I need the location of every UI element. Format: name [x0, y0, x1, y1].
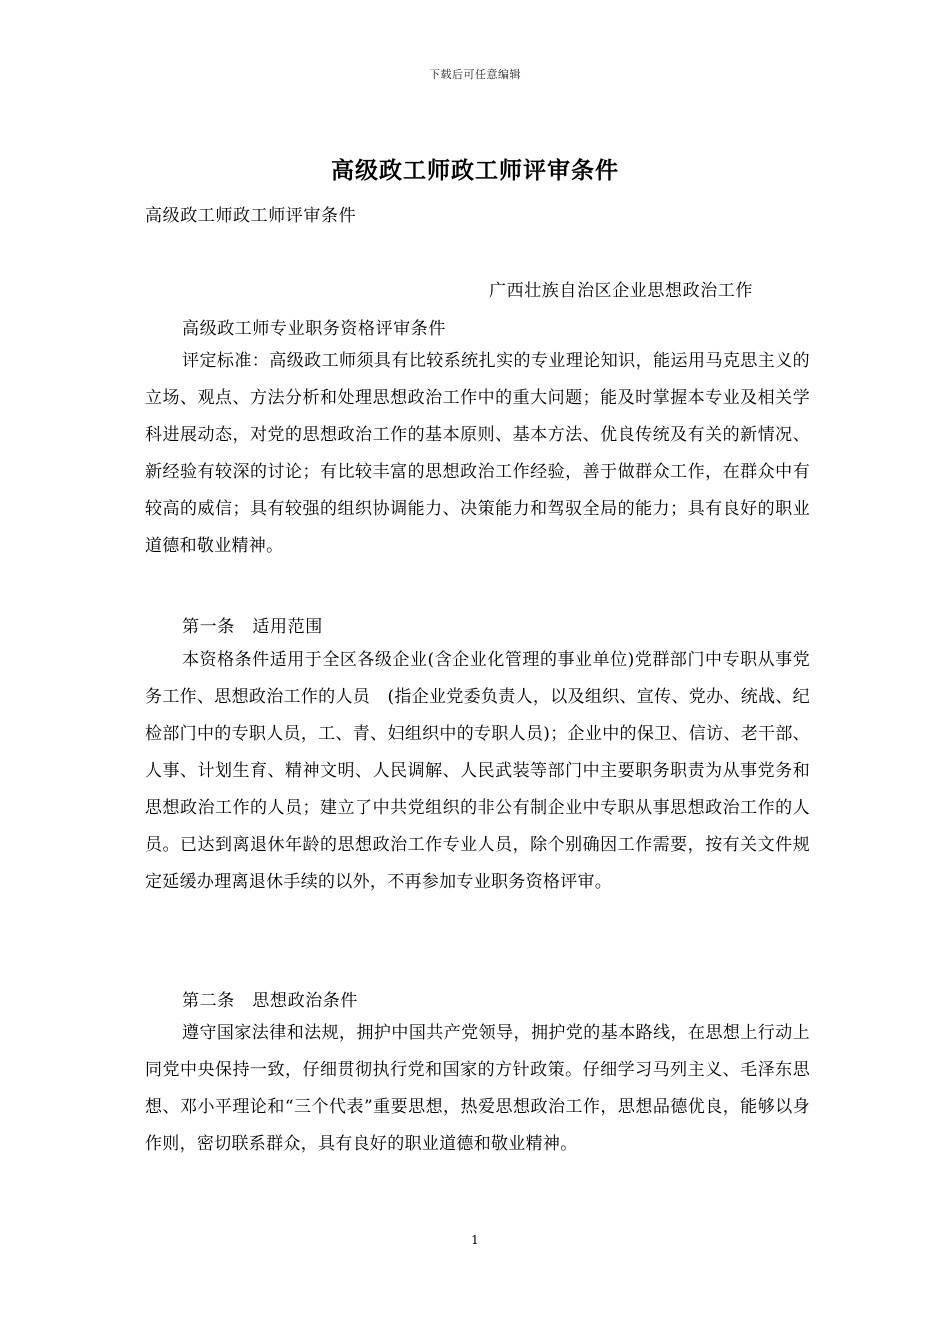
page-number: 1 [471, 1233, 479, 1247]
header-note: 下载后可任意编辑 [429, 68, 521, 81]
document-title: 高级政工师政工师评审条件 [331, 157, 619, 184]
article-2-body [145, 1015, 810, 1163]
evaluation-standard-text: 评定标准：高级政工师须具有比较系统扎实的专业理论知识，能运用马克思主义的立场、观点、方法分析和处理思想政治工作中的重大问题；能及时掌握本专业及相关学科进展动态，对党的思想政治工作的基本原则、基本方法、优良传统及有关的新情况、新经验有较深的讨论；有比较丰富的思想政治工作经验，善于做群众工作，在群众中有较高的威信；具有较强的组织协调能力、决策能力和驾驭全局的能力；具有良好的职业道德和敬业精神。 [145, 351, 810, 556]
article-2-heading: 第二条 思想政治条件 [182, 991, 358, 1011]
article-2-text: 遵守国家法律和法规，拥护中国共产党领导，拥护党的基本路线，在思想上行动上同党中央保持一致，仔细贯彻执行党和国家的方针政策。仔细学习马列主义、毛泽东思想、邓小平理论和“三个代表”重要思想，热爱思想政治工作，思想品德优良，能够以身作则，密切联系群众，具有良好的职业道德和敬业精神。 [145, 1023, 810, 1154]
article-1-body [145, 642, 810, 901]
document-subtitle: 高级政工师政工师评审条件 [145, 206, 357, 226]
article-1-heading: 第一条 适用范围 [182, 617, 323, 637]
section-heading: 高级政工师专业职务资格评审条件 [182, 319, 446, 339]
evaluation-standard [145, 343, 810, 565]
issuer-line: 广西壮族自治区企业思想政治工作 [489, 281, 753, 301]
article-1-text: 本资格条件适用于全区各级企业(含企业化管理的事业单位)党群部门中专职从事党务工作、思想政治工作的人员 (指企业党委负责人，以及组织、宣传、党办、统战、纪检部门中的专职人员，工、青、妇组织中的专职人员)；企业中的保卫、信访、老干部、人事、计划生育、精神文明、人民调解、人民武装等部门中主要职务职责为从事党务和思想政治工作的人员；建立了中共党组织的非公有制企业中专职从事思想政治工作的人员。已达到离退休年龄的思想政治工作专业人员，除个别确因工作需要，按有关文件规定延缓办理离退休手续的以外，不再参加专业职务资格评审。 [145, 650, 810, 892]
